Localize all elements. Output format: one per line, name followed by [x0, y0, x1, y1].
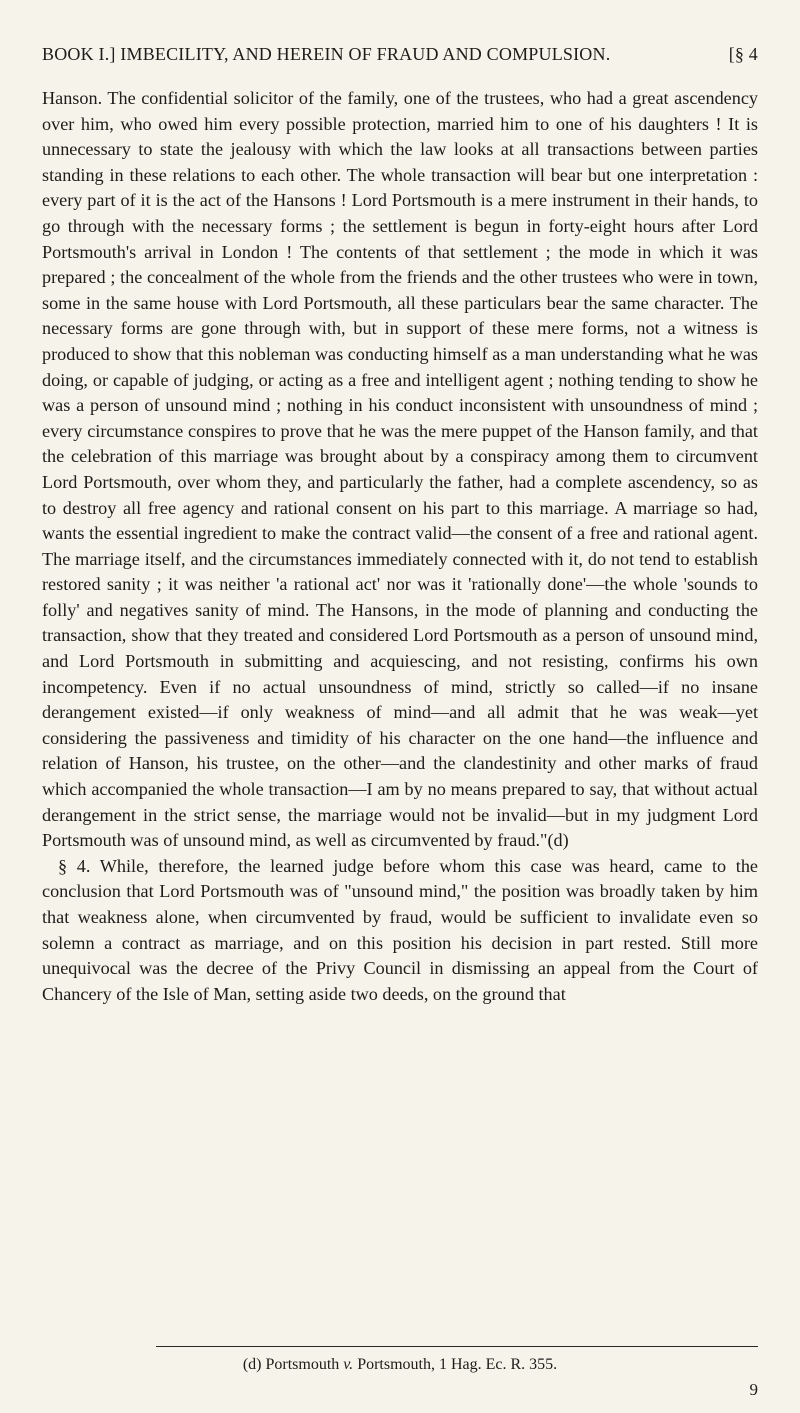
- running-head-section: [§ 4: [728, 44, 758, 64]
- running-head: [42, 44, 758, 65]
- footnote: (d) Portsmouth v. Portsmouth, 1 Hag. Ec. R. 355.: [242, 1356, 558, 1373]
- running-head-book: BOOK I.]: [42, 44, 116, 64]
- running-head-title: IMBECILITY, AND HEREIN OF FRAUD AND COMPULSION.: [120, 44, 611, 64]
- paragraph-continued: Hanson. The confidential solicitor of the family, one of the trustees, who had a great ascendency over him, who owed him every possible protection, married him to one of his daughters ! It is unnecessary to state the jealousy with which the law looks at all transactions between parties standing in these relations to each other. The whole transaction will bear but one interpretation : every part of it is the act of the Hansons ! Lord Portsmouth is a mere instrument in their hands, to go through with the necessary forms ; the settlement is begun in forty-eight hours after Lord Portsmouth's arrival in London ! The contents of that settlement ; the mode in which it was prepared ; the concealment of the whole from the friends and the other trustees who were in town, some in the same house with Lord Portsmouth, all these particulars bear the same character. The necessary forms are gone through with, but in support of these mere forms, not a witness is produced to show that this nobleman was conducting himself as a man understanding what he was doing, or capable of judging, or acting as a free and intelligent agent ; nothing tending to show he was a person of unsound mind ; nothing in his conduct inconsistent with unsoundness of mind ; every circumstance conspires to prove that he was the mere puppet of the Hanson family, and that the celebration of this marriage was brought about by a conspiracy among them to circumvent Lord Portsmouth, over whom they, and particularly the father, had a complete ascendency, so as to destroy all free agency and rational consent on his part to this marriage. A marriage so had, wants the essential ingredient to make the contract valid—the consent of a free and rational agent. The marriage itself, and the circumstances immediately connected with it, do not tend to establish restored sanity ; it was neither 'a rational act' nor was it 'rationally done'—the whole 'sounds to folly' and negatives sanity of mind. The Hansons, in the mode of planning and conducting the transaction, show that they treated and considered Lord Portsmouth as a person of unsound mind, and Lord Portsmouth in submitting and acquiescing, and not resisting, confirms his own incompetency. Even if no actual unsoundness of mind, strictly so called—if no insane derangement existed—if only weakness of mind—and all admit that he was weak—yet considering the passiveness and timidity of his character on the one hand—the influence and relation of Hanson, his trustee, on the other—and the clandestinity and other marks of fraud which accompanied the whole transaction—I am by no means prepared to say, that without actual derangement in the strict sense, the marriage would not be invalid—but in my judgment Lord Portsmouth was of unsound mind, as well as circumvented by fraud."(d): [42, 88, 758, 851]
- paragraph-section-4: § 4. While, therefore, the learned judge before whom this case was heard, came to the conclusion that Lord Portsmouth was of "unsound mind," the position was broadly taken by him that weakness alone, when circumvented by fraud, would be sufficient to invalidate even so solemn a contract as marriage, and on this position his decision in part rested. Still more unequivocal was the decree of the Privy Council in dismissing an appeal from the Court of Chancery of the Isle of Man, setting aside two deeds, on the ground that: [42, 855, 758, 1004]
- footnote-rule: [156, 1346, 758, 1347]
- body-text: [42, 86, 758, 1007]
- page-number: 9: [749, 1380, 758, 1399]
